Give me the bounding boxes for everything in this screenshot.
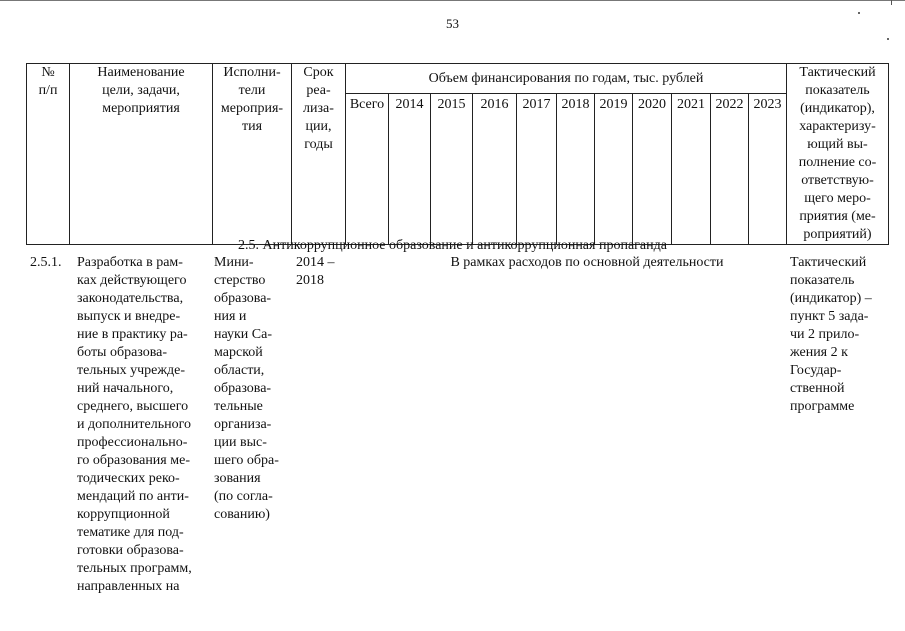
section-title: 2.5. Антикоррупционное образование и антикоррупционная пропаганда — [238, 238, 667, 253]
header-year-2023: 2023 — [749, 94, 787, 245]
header-year-2021: 2021 — [672, 94, 711, 245]
row-number: 2.5.1. — [30, 255, 62, 270]
page-top-edge — [0, 0, 905, 1]
header-num: № п/п — [27, 64, 70, 245]
header-executors: Исполни- тели мероприя- тия — [213, 64, 292, 245]
row-funding-note: В рамках расходов по основной деятельности — [450, 255, 724, 270]
header-year-2019: 2019 — [595, 94, 633, 245]
header-year-total: Всего — [346, 94, 389, 245]
header-year-2020: 2020 — [633, 94, 672, 245]
scan-speck — [858, 12, 860, 14]
header-year-2018: 2018 — [557, 94, 595, 245]
row-term: 2014 – 2018 — [296, 255, 335, 288]
header-year-2014: 2014 — [389, 94, 431, 245]
row-activity-name: Разработка в рам- ках действующего законодательства, выпуск и внедре- ние в практику ра- боты образова- тельных учрежде- ний начального, среднего, высшего и дополнительного профессионально- го образования ме- тодических реко- мендаций по анти- коррупционной тематике для под- готовки образова- тельных программ, направленных на — [77, 255, 192, 594]
row-indicator: Тактический показатель (индикатор) – пункт 5 зада- чи 2 прило- жения 2 к Государ- ственной программе — [790, 255, 872, 414]
header-year-2016: 2016 — [473, 94, 517, 245]
header-funding: Объем финансирования по годам, тыс. рублей — [346, 64, 787, 94]
funding-table-header — [26, 63, 889, 245]
header-term: Срок реа- лиза- ции, годы — [292, 64, 346, 245]
row-executors: Мини- стерство образова- ния и науки Са- марской области, образова- тельные организа- ции выс- шего обра- зования (по согла- сованию) — [214, 255, 279, 522]
header-name: Наименование цели, задачи, мероприятия — [70, 64, 213, 245]
header-year-2015: 2015 — [431, 94, 473, 245]
page-corner-mark — [891, 0, 892, 5]
scan-speck — [887, 38, 889, 40]
header-indicator: Тактический показатель (индикатор), характеризу- ющий вы- полнение со- ответствую- щего меро- приятия (ме- роприятий) — [787, 64, 889, 245]
header-year-2022: 2022 — [711, 94, 749, 245]
header-year-2017: 2017 — [517, 94, 557, 245]
page-number: 53 — [446, 16, 459, 31]
